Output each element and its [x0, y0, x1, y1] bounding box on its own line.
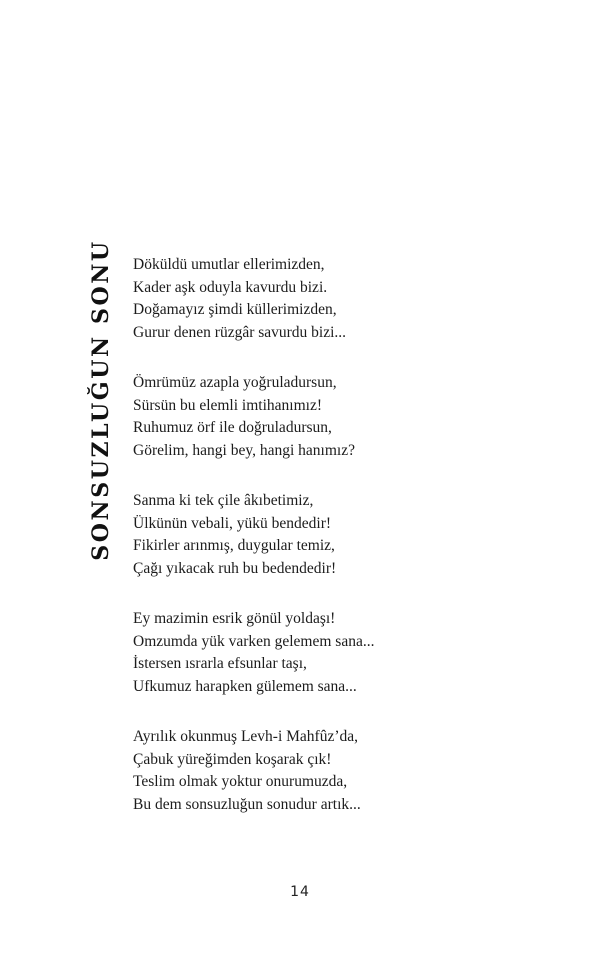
poem-line: Çağı yıkacak ruh bu bedendedir! [133, 559, 337, 577]
poem-line: Fikirler arınmış, duygular temiz, [133, 537, 335, 554]
poem-line: Ruhumuz örf ile doğruladursun, [133, 419, 332, 436]
page-number: 14 [290, 884, 310, 900]
poem-line: Bu dem sonsuzluğun sonudur artık... [133, 795, 361, 813]
poem-line: Gurur denen rüzgâr savurdu bizi... [133, 323, 347, 341]
poem-line: Çabuk yüreğimden koşarak çık! [133, 750, 332, 768]
poem-line: Teslim olmak yoktur onurumuzda, [133, 773, 348, 790]
stanza-2 [133, 372, 533, 462]
poem-line: Ülkünün vebali, yükü bendedir! [133, 514, 332, 532]
poem-line: Ayrılık okunmuş Levh-i Mahfûz’da, [133, 728, 358, 745]
poem-line: Ömrümüz azapla yoğruladursun, [133, 374, 337, 391]
poem-line: Omzumda yük varken gelemem sana... [133, 632, 375, 650]
stanza-3 [133, 490, 533, 580]
stanza-1 [133, 254, 533, 344]
poem-line: Görelim, hangi bey, hangi hanımız? [133, 441, 355, 459]
poem-line: Ufkumuz harapken gülemem sana... [133, 677, 357, 695]
stanza-5 [133, 726, 533, 816]
poem-title-container [84, 239, 118, 561]
poem-body [133, 254, 533, 844]
poem-line: Döküldü umutlar ellerimizden, [133, 256, 325, 273]
stanza-4 [133, 608, 533, 698]
poem-line: Sürsün bu elemli imtihanımız! [133, 396, 322, 414]
poem-line: İstersen ısrarla efsunlar taşı, [133, 655, 307, 672]
poem-line: Kader aşk oduyla kavurdu bizi. [133, 278, 328, 296]
poem-line: Doğamayız şimdi küllerimizden, [133, 301, 337, 318]
poem-title: SONSUZLUĞUN SONU [88, 239, 114, 561]
poem-line: Sanma ki tek çile âkıbetimiz, [133, 492, 314, 509]
poem-line: Ey mazimin esrik gönül yoldaşı! [133, 610, 336, 627]
